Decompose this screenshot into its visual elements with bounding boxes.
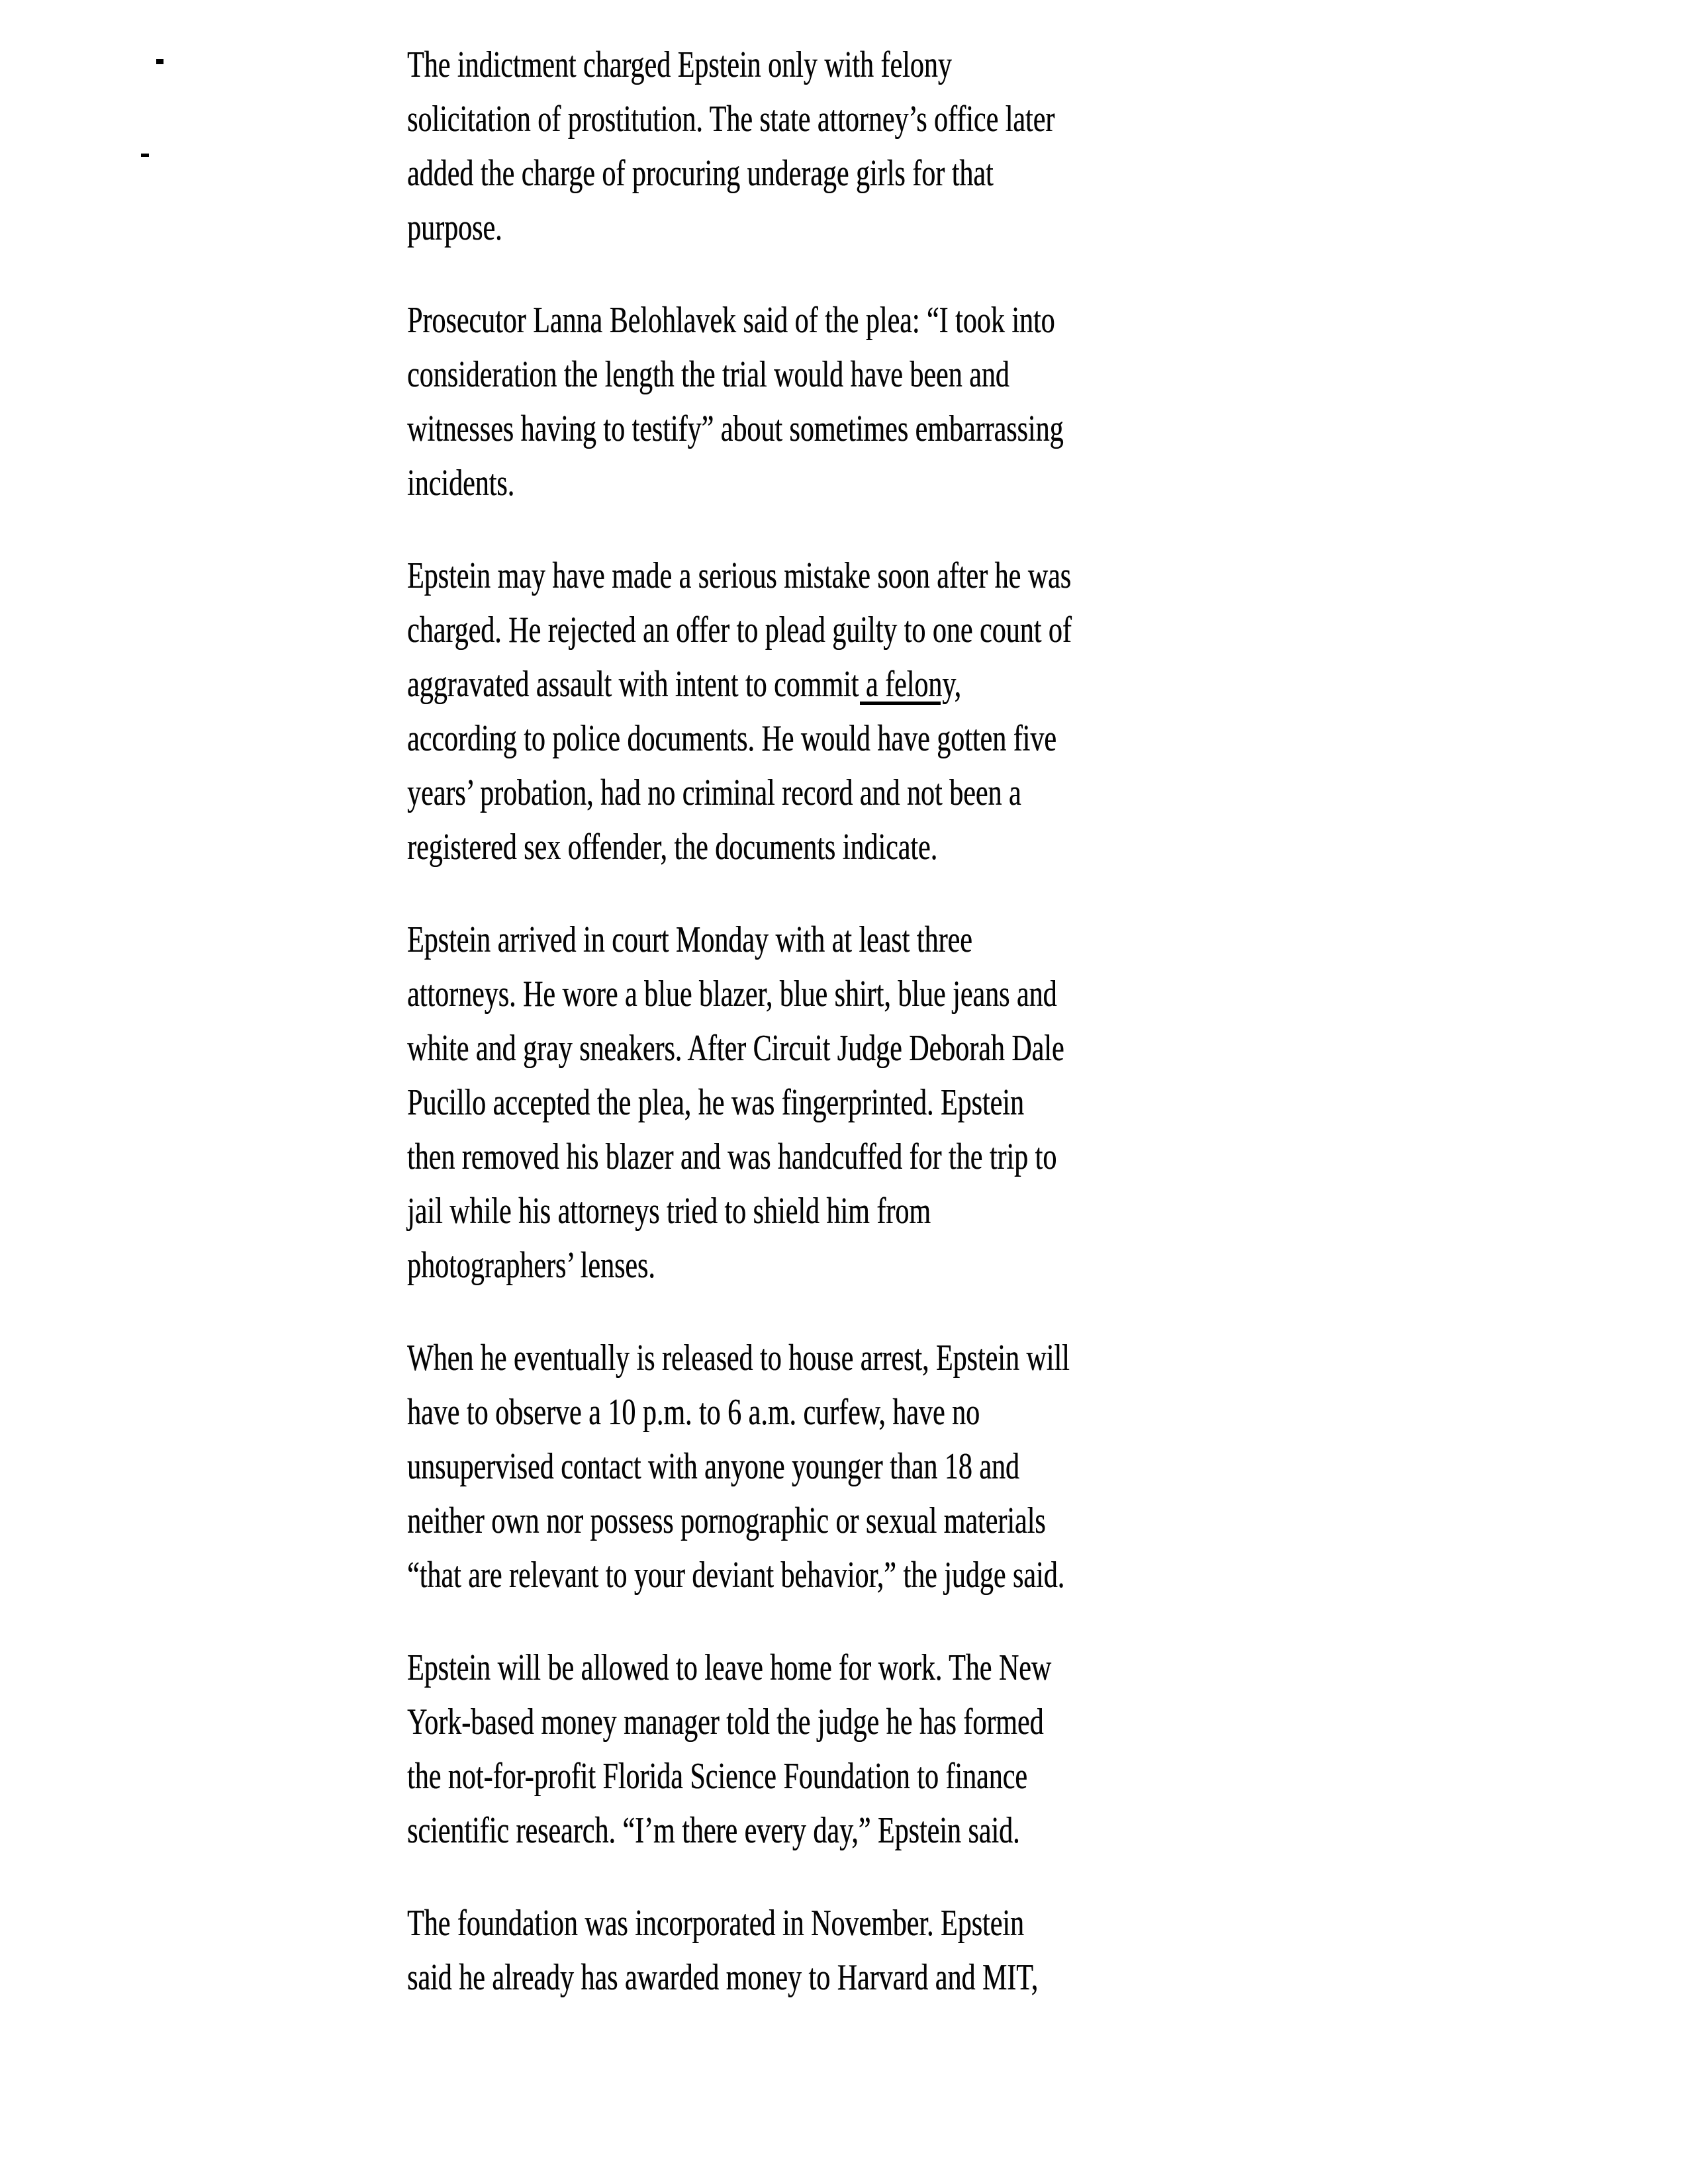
paragraph: [407, 1331, 1072, 1602]
paragraph: [407, 1896, 1072, 2005]
text-line: witnesses having to testify” about sometimes embarrassing: [407, 408, 1064, 449]
text-line: Epstein may have made a serious mistake soon after he was: [407, 555, 1072, 596]
scan-speck-dash: [141, 154, 149, 157]
text-line: purpose.: [407, 207, 502, 248]
text-line: photographers’ lenses.: [407, 1245, 655, 1286]
text-line: “that are relevant to your deviant behavior,” the judge said.: [407, 1555, 1065, 1596]
text-line: white and gray sneakers. After Circuit Judge Deborah Dale: [407, 1028, 1064, 1069]
text-line: incidents.: [407, 463, 515, 504]
text-line: When he eventually is released to house arrest, Epstein will: [407, 1338, 1070, 1379]
text-line: unsupervised contact with anyone younger than 18 and: [407, 1446, 1019, 1487]
text-line: aggravated assault with intent to commit a felony,: [407, 664, 962, 705]
text-line: years’ probation, had no criminal record and not been a: [407, 772, 1021, 813]
text-line: solicitation of prostitution. The state attorney’s office later: [407, 99, 1055, 140]
text-line: consideration the length the trial would have been and: [407, 354, 1009, 395]
text-line: the not-for-profit Florida Science Foundation to finance: [407, 1756, 1027, 1797]
text-line: The indictment charged Epstein only with felony: [407, 44, 952, 85]
paragraph: [407, 913, 1072, 1293]
text-line: The foundation was incorporated in November. Epstein: [407, 1903, 1024, 1944]
text-line: charged. He rejected an offer to plead guilty to one count of: [407, 610, 1072, 651]
text-line: added the charge of procuring underage girls for that: [407, 153, 994, 194]
paragraph: [407, 293, 1072, 510]
scan-speck-dot: [156, 59, 164, 64]
article-text: [407, 38, 1072, 2043]
text-line: York-based money manager told the judge he has formed: [407, 1702, 1044, 1743]
text-line: have to observe a 10 p.m. to 6 a.m. curfew, have no: [407, 1392, 980, 1433]
text-line: scientific research. “I’m there every day,” Epstein said.: [407, 1810, 1020, 1851]
paragraph: [407, 1641, 1072, 1858]
text-line: said he already has awarded money to Harvard and MIT,: [407, 1957, 1039, 1998]
text-line: neither own nor possess pornographic or sexual materials: [407, 1500, 1046, 1541]
text-line: Prosecutor Lanna Belohlavek said of the plea: “I took into: [407, 300, 1055, 341]
text-line: Pucillo accepted the plea, he was fingerprinted. Epstein: [407, 1082, 1024, 1123]
text-line: registered sex offender, the documents indicate.: [407, 827, 938, 868]
text-line: jail while his attorneys tried to shield him from: [407, 1191, 931, 1232]
paragraph: [407, 38, 1072, 255]
text-line: then removed his blazer and was handcuffed for the trip to: [407, 1136, 1057, 1177]
text-line: Epstein arrived in court Monday with at least three: [407, 919, 972, 960]
text-line: Epstein will be allowed to leave home for work. The New: [407, 1647, 1052, 1688]
text-line: according to police documents. He would have gotten five: [407, 718, 1056, 759]
paragraph: [407, 549, 1072, 874]
text-line: attorneys. He wore a blue blazer, blue shirt, blue jeans and: [407, 974, 1057, 1015]
